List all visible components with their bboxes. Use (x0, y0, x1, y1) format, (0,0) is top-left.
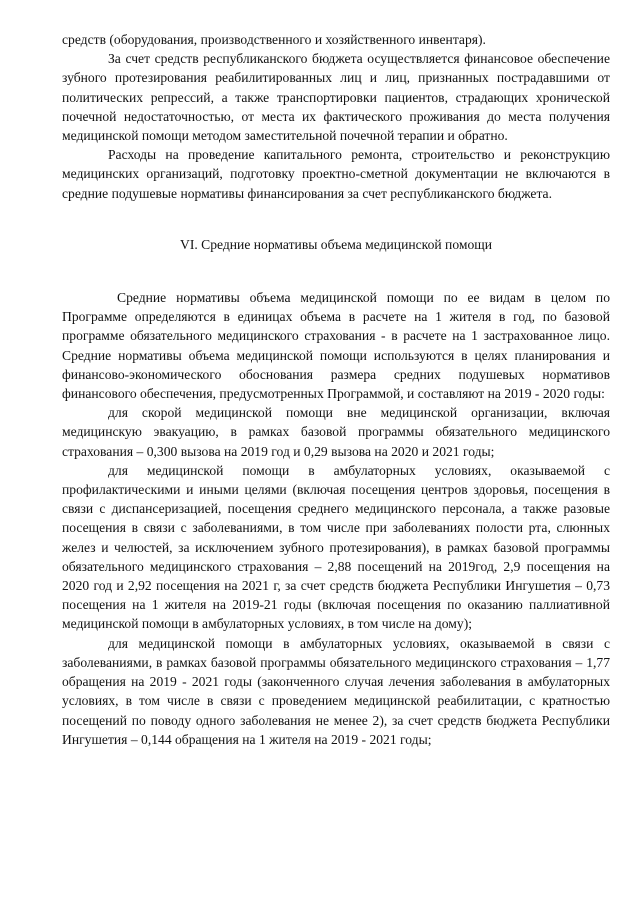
paragraph-dental-prosthetics: За счет средств республиканского бюджета осуществляется финансовое обеспечение зубного протезирования реабилитированных лиц и лиц, признанных пострадавшими от политических репрессий, а также транспортировки пациентов, страдающих хронической почечной недостаточностью, от места их фактического проживания до места получения медицинской помощи методом заместительной почечной терапии и обратно. (62, 51, 610, 144)
paragraph-outpatient-disease: для медицинской помощи в амбулаторных условиях, оказываемой в связи с заболеваниями, в рамках базовой программы обязательного медицинского страхования – 1,77 обращения на 2019 - 2021 годы (законченного случая лечения заболевания в амбулаторных условиях, в том числе в связи с проведением медицинской реабилитации, с кратностью посещений по поводу одного заболевания не менее 2), за счет средств бюджета Республики Ингушетия – 0,144 обращения на 1 жителя на 2019 - 2021 годы; (62, 635, 610, 747)
paragraph-continuation: средств (оборудования, производственного и хозяйственного инвентаря). (62, 32, 486, 47)
paragraph-outpatient-preventive: для медицинской помощи в амбулаторных условиях, оказываемой с профилактическими и иными целями (включая посещения центров здоровья, посещения в связи с диспансеризацией, посещения среднего медицинского персонала, а также разовые посещения в связи с заболеваниями, в том числе при заболеваниях полости рта, слюнных желез и челюстей, за исключением зубного протезирования), в рамках базовой программы обязательного медицинского страхования – 2,88 посещений на 2019год, 2,9 посещения на 2020 год и 2,92 посещения на 2021 г, за счет средств бюджета Республики Ингушетия – 0,73 посещения на 1 жителя на 2019-21 годы (включая посещения по оказанию паллиативной медицинской помощи в амбулаторных условиях, в том числе на дому); (62, 462, 610, 632)
paragraph-norms-intro: Средние нормативы объема медицинской помощи по ее видам в целом по Программе определяются в единицах объема в расчете на 1 жителя в год, по базовой программе обязательного медицинского страхования - в расчете на 1 застрахованное лицо. Средние нормативы объема медицинской помощи используются в целях планирования и финансово-экономического обоснования размера средних подушевых нормативов финансового обеспечения, предусмотренных Программой, и составляют на 2019 - 2020 годы: (62, 290, 610, 402)
paragraph-capital-repair: Расходы на проведение капитального ремонта, строительство и реконструкцию медицинских организаций, подготовку проектно-сметной документации не включаются в средние подушевые нормативы финансирования за счет республиканского бюджета. (62, 147, 610, 201)
section-heading: VI. Средние нормативы объема медицинской помощи (180, 236, 492, 252)
paragraph-emergency-care: для скорой медицинской помощи вне медицинской организации, включая медицинскую эвакуацию, в рамках базовой программы обязательного медицинского страхования – 0,300 вызова на 2019 год и 0,29 вызова на 2020 и 2021 годы; (62, 405, 610, 459)
document-page (62, 30, 610, 749)
